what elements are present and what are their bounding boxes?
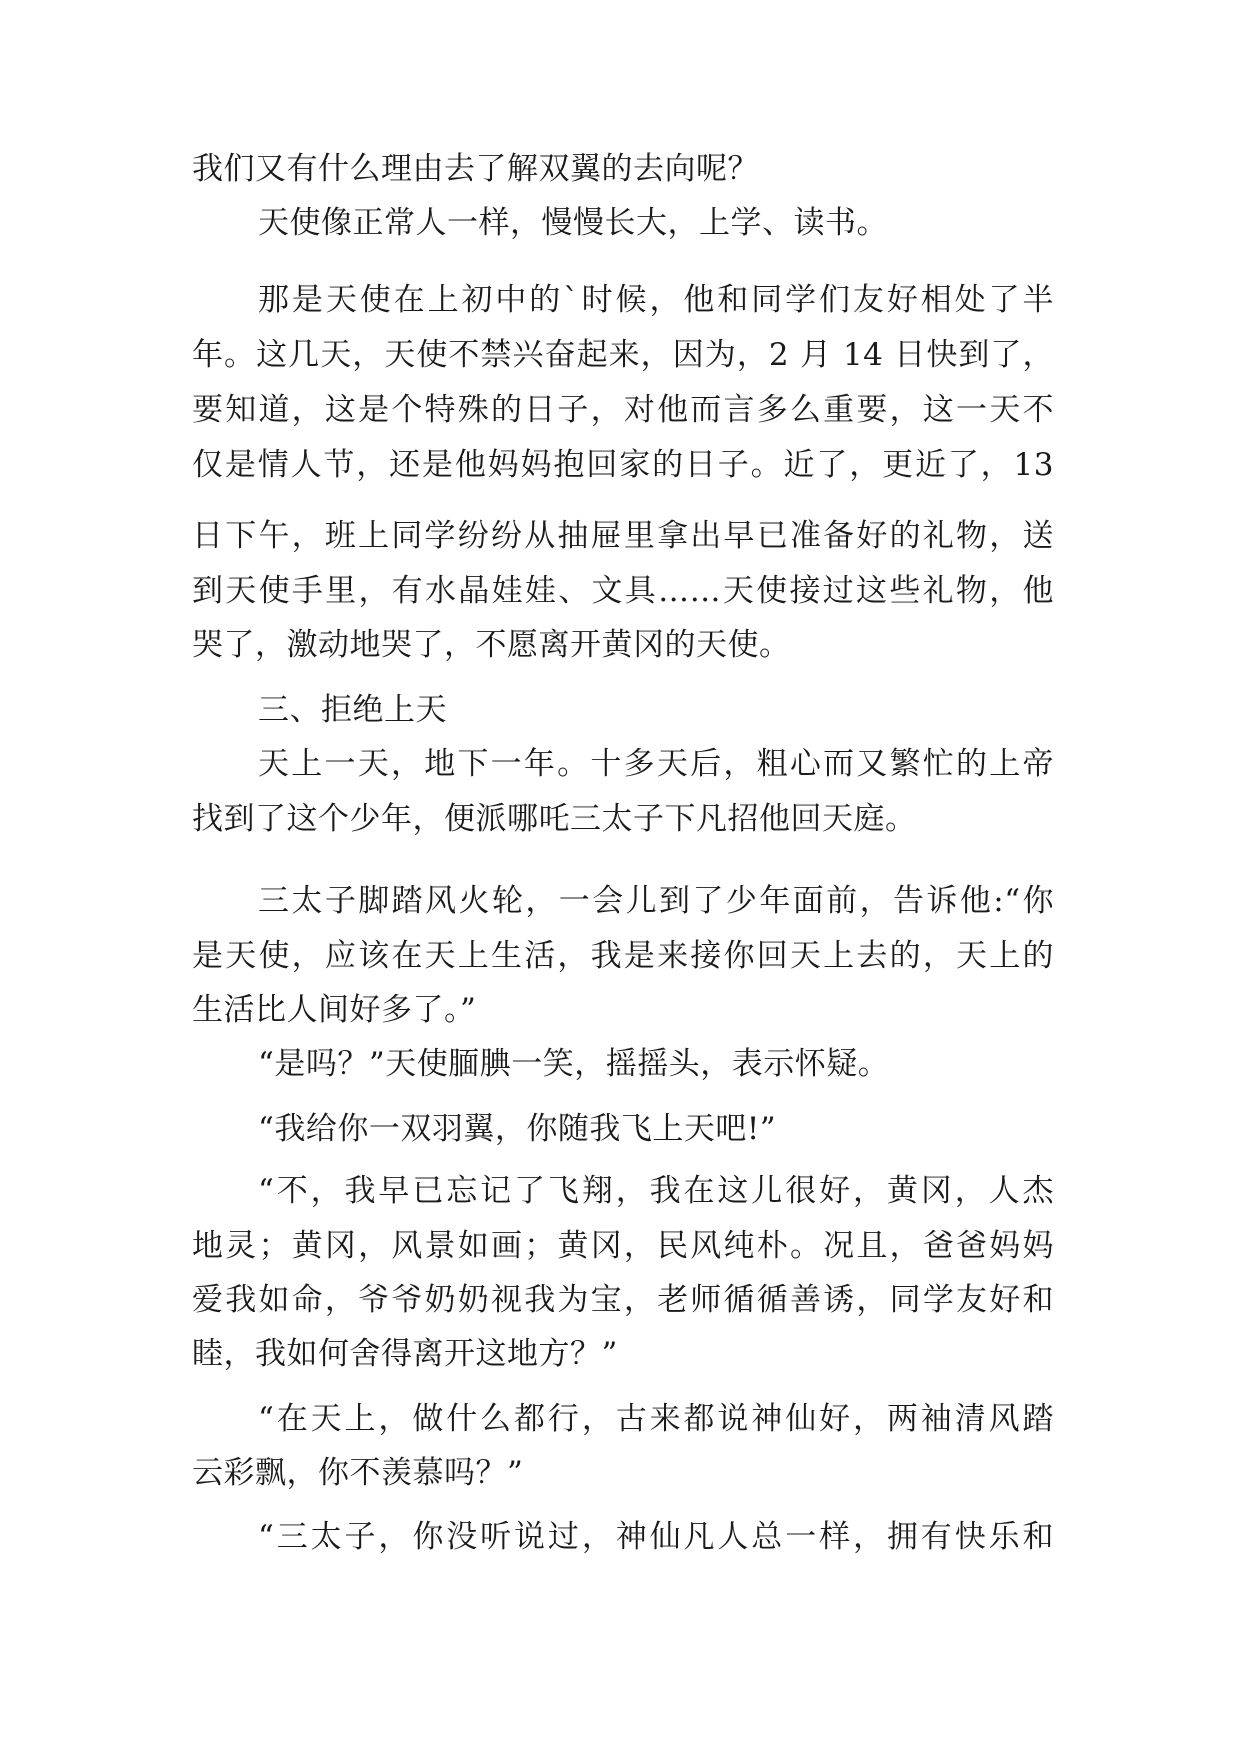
text-line: 年。这几天，天使不禁兴奋起来，因为，2 月 14 日快到了， <box>192 337 1054 373</box>
text-line: “不，我早已忘记了飞翔，我在这儿很好，黄冈，人杰 <box>258 1173 1054 1209</box>
text-line: 我们又有什么理由去了解双翼的去向呢？ <box>192 151 759 187</box>
text-line: 是天使，应该在天上生活，我是来接你回天上去的，天上的 <box>192 938 1054 974</box>
text-line: 找到了这个少年，便派哪吒三太子下凡招他回天庭。 <box>192 801 917 837</box>
text-line: 天上一天，地下一年。十多天后，粗心而又繁忙的上帝 <box>258 746 1054 782</box>
text-line: 哭了，激动地哭了，不愿离开黄冈的天使。 <box>192 627 791 663</box>
text-line: 睦，我如何舍得离开这地方？” <box>192 1336 618 1372</box>
text-line: 爱我如命，爷爷奶奶视我为宝，老师循循善诱，同学友好和 <box>192 1282 1054 1318</box>
text-line: “三太子，你没听说过，神仙凡人总一样，拥有快乐和 <box>258 1519 1054 1555</box>
text-line: “是吗？”天使腼腆一笑，摇摇头，表示怀疑。 <box>258 1046 890 1082</box>
text-line: 日下午，班上同学纷纷从抽屉里拿出早已准备好的礼物，送 <box>192 518 1054 554</box>
text-line: 仅是情人节，还是他妈妈抱回家的日子。近了，更近了，13 <box>192 447 1054 483</box>
text-line: 要知道，这是个特殊的日子，对他而言多么重要，这一天不 <box>192 392 1054 428</box>
text-line: 生活比人间好多了。” <box>192 992 477 1028</box>
text-line: 那是天使在上初中的`时候，他和同学们友好相处了半 <box>258 282 1054 318</box>
text-line: 三太子脚踏风火轮，一会儿到了少年面前，告诉他:“你 <box>258 883 1054 919</box>
text-line: 天使像正常人一样，慢慢长大，上学、读书。 <box>258 205 888 241</box>
text-line: “我给你一双羽翼，你随我飞上天吧!” <box>258 1111 777 1147</box>
text-line: “在天上，做什么都行，古来都说神仙好，两袖清风踏 <box>258 1401 1054 1437</box>
section-heading: 三、拒绝上天 <box>258 692 447 728</box>
text-line: 地灵；黄冈，风景如画；黄冈，民风纯朴。况且，爸爸妈妈 <box>192 1228 1054 1264</box>
text-line: 云彩飘，你不羡慕吗？” <box>192 1455 524 1491</box>
text-line: 到天使手里，有水晶娃娃、文具……天使接过这些礼物，他 <box>192 573 1054 609</box>
